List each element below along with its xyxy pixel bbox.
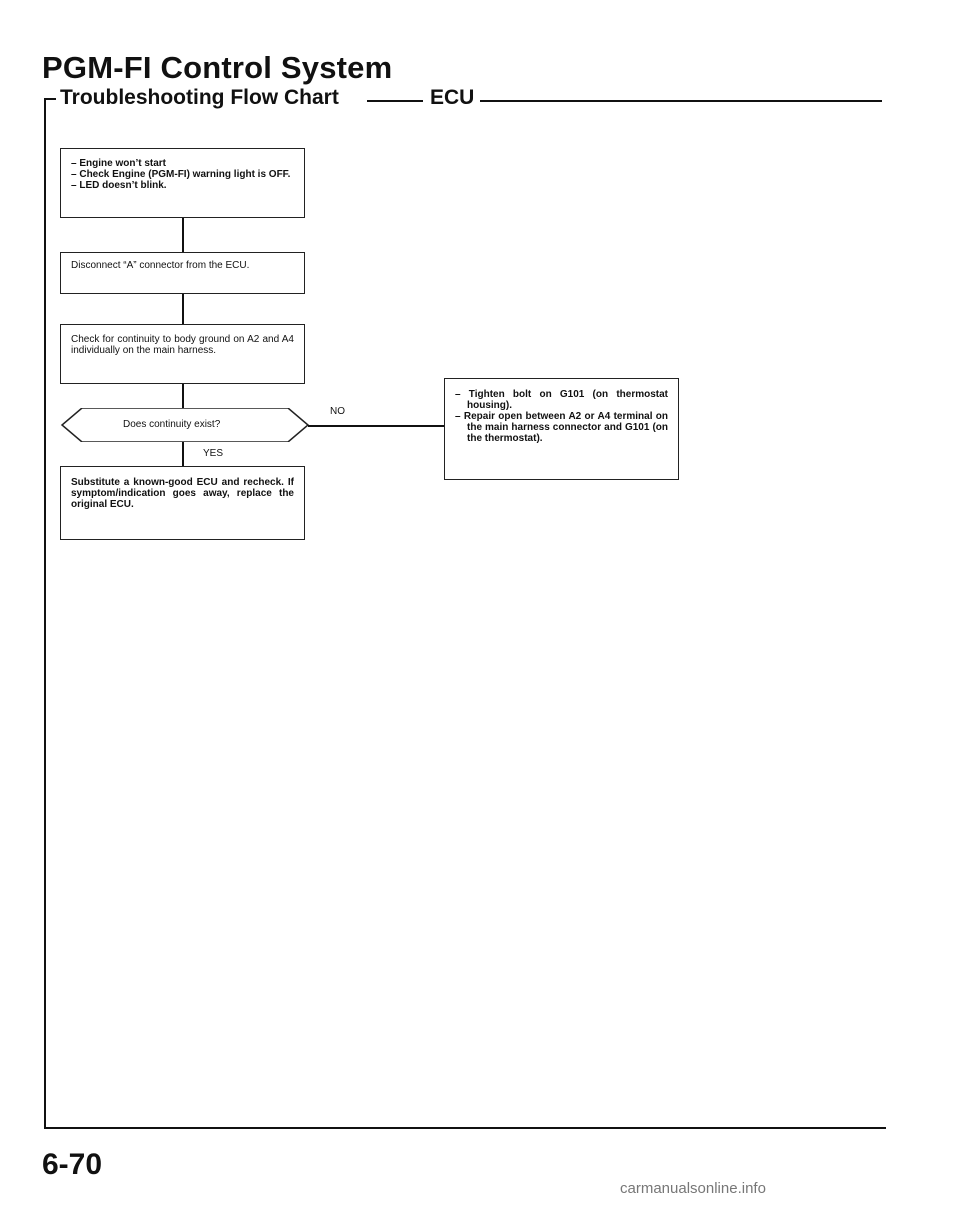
yes-action-text: Substitute a known-good ECU and recheck. If symptom/indication goes away, replace the original ECU.	[71, 477, 294, 510]
no-label: NO	[330, 406, 345, 417]
connector-line	[182, 384, 184, 410]
connector-line	[182, 294, 184, 324]
continuity-check-text: Check for continuity to body ground on A2 and A4 individually on the main harness.	[71, 334, 294, 356]
no-action-item: – Tighten bolt on G101 (on thermostat housing).	[455, 389, 668, 411]
yes-branch-line	[182, 442, 184, 466]
disconnect-step-box	[60, 252, 305, 294]
no-branch-line	[308, 425, 444, 427]
connector-line	[182, 218, 184, 252]
footer-rule	[44, 1127, 886, 1129]
section-subject: ECU	[430, 86, 475, 109]
left-border-line	[44, 98, 46, 1128]
no-action-item: – Repair open between A2 or A4 terminal on the main harness connector and G101 (on the thermostat).	[455, 411, 668, 444]
page-title: PGM-FI Control System	[42, 50, 393, 85]
header-rule	[480, 100, 882, 102]
symptom-item: – LED doesn’t blink.	[71, 180, 167, 191]
continuity-check-box	[60, 324, 305, 384]
yes-label: YES	[203, 448, 224, 459]
no-action-box	[444, 378, 679, 480]
decision-text: Does continuity exist?	[123, 419, 221, 430]
symptom-item: – Engine won’t start	[71, 158, 167, 169]
watermark: carmanualsonline.info	[620, 1180, 766, 1197]
page-number: 6-70	[42, 1148, 103, 1181]
disconnect-step-text: Disconnect “A” connector from the ECU.	[71, 260, 250, 271]
symptom-item: – Check Engine (PGM-FI) warning light is OFF.	[71, 169, 291, 180]
header-dash	[367, 100, 423, 102]
symptom-box	[60, 148, 305, 218]
yes-action-box	[60, 466, 305, 540]
section-title: Troubleshooting Flow Chart	[60, 86, 339, 109]
